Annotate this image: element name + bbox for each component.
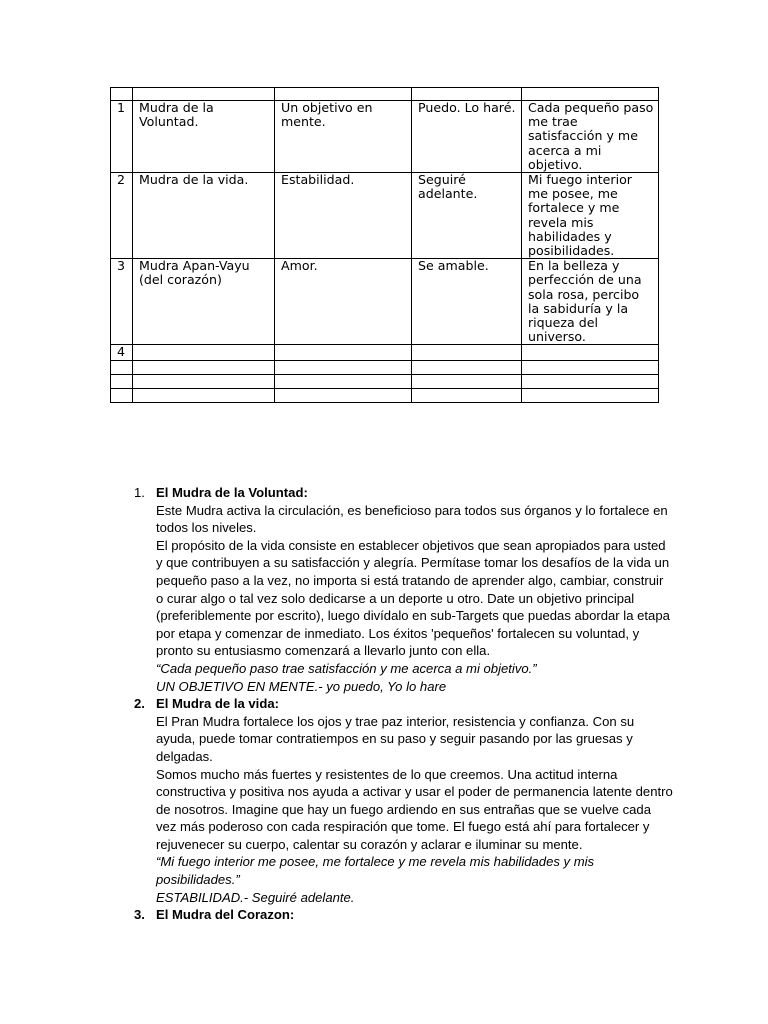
table-cell (133, 88, 275, 101)
objetivo-cell: Amor. (275, 259, 412, 345)
document-body (134, 484, 674, 924)
table-header-row (111, 88, 659, 101)
row-number: 3 (111, 259, 133, 345)
paragraph: El Pran Mudra fortalece los ojos y trae paz interior, resistencia y confianza. Con su ayuda, puede tomar contratiempos en su paso y seguir pasando por las gruesas y delgadas. (156, 713, 635, 764)
mudra-name-cell: Mudra Apan-Vayu (del corazón) (133, 259, 275, 345)
table-cell (133, 360, 275, 374)
table-cell (111, 374, 133, 388)
table-cell (522, 374, 659, 388)
mudra-list (134, 484, 674, 924)
afirmacion-cell: Se amable. (412, 259, 522, 345)
table-cell (522, 360, 659, 374)
list-item-vida (134, 695, 674, 906)
table-cell (111, 88, 133, 101)
list-marker: 3. (134, 907, 145, 923)
frase-cell (522, 345, 659, 360)
mudra-name-cell: Mudra de la vida. (133, 173, 275, 259)
objetivo-cell: Estabilidad. (275, 173, 412, 259)
table-cell (275, 388, 412, 402)
section-title: El Mudra de la Voluntad: (156, 485, 308, 500)
table-cell (412, 360, 522, 374)
frase-cell: Cada pequeño paso me trae satisfacción y me acerca a mi objetivo. (522, 101, 659, 173)
table-cell (522, 88, 659, 101)
paragraph: Somos mucho más fuertes y resistentes de lo que creemos. Una actitud interna constructiva y positiva nos ayuda a activar y usar el poder de permanencia latente dentro de nosotros. Imagine que hay un fuego ardiendo en sus entrañas que se vuelve cada vez más poderoso con cada respiración que tome. El fuego está ahí para fortalecer y rejuvenecer su cuerpo, calentar su corazón y aclarar e iluminar su mente. (156, 766, 673, 852)
afirmacion-cell (412, 345, 522, 360)
table-cell (412, 374, 522, 388)
list-item-voluntad (134, 484, 674, 695)
table-cell (522, 388, 659, 402)
mudra-name-cell: Mudra de la Voluntad. (133, 101, 275, 173)
mudra-table (110, 87, 659, 403)
section-title: El Mudra de la vida: (156, 696, 279, 712)
table-cell (133, 374, 275, 388)
list-marker: 2. (134, 696, 145, 712)
afirmacion-cell: Puedo. Lo haré. (412, 101, 522, 173)
table-cell (275, 360, 412, 374)
frase-cell: En la belleza y perfección de una sola rosa, percibo la sabiduría y la riqueza del universo. (522, 259, 659, 345)
row-number: 1 (111, 101, 133, 173)
table-row (111, 388, 659, 402)
paragraph: Este Mudra activa la circulación, es beneficioso para todos sus órganos y lo fortalece en todos los niveles. (156, 502, 668, 536)
table-row (111, 360, 659, 374)
table-row (111, 345, 659, 360)
table-cell (412, 388, 522, 402)
frase-cell: Mi fuego interior me posee, me fortalece y me revela mis habilidades y posibilidades. (522, 173, 659, 259)
list-item-corazon (134, 906, 674, 924)
table-row (111, 259, 659, 345)
quote: “Cada pequeño paso trae satisfacción y me acerca a mi objetivo.” (156, 660, 537, 676)
mudra-name-cell (133, 345, 275, 360)
quote: UN OBJETIVO EN MENTE.- yo puedo, Yo lo hare (156, 678, 447, 694)
list-marker: 1. (134, 485, 145, 500)
table-cell (133, 388, 275, 402)
table-row (111, 374, 659, 388)
table-row (111, 101, 659, 173)
table-cell (412, 88, 522, 101)
table-cell (275, 374, 412, 388)
table-cell (275, 88, 412, 101)
quote: ESTABILIDAD.- Seguiré adelante. (156, 889, 355, 905)
section-title: El Mudra del Corazon: (156, 907, 295, 923)
row-number: 2 (111, 173, 133, 259)
row-number: 4 (111, 345, 133, 360)
quote: “Mi fuego interior me posee, me fortalece y me revela mis habilidades y mis posibilidades.” (156, 854, 595, 888)
objetivo-cell (275, 345, 412, 360)
table-cell (111, 388, 133, 402)
table-cell (111, 360, 133, 374)
paragraph: El propósito de la vida consiste en establecer objetivos que sean apropiados para usted y que contribuyen a su satisfacción y alegría. Permítase tomar los desafíos de la vida un pequeño paso a la vez, no importa si está tratando de aprender algo, cambiar, construir o curar algo o tal vez solo dedicarse a un deporte u otro. Date un objetivo principal (preferiblemente por escrito), luego divídalo en sub-Targets que puedas abordar la etapa por etapa y comenzar de inmediato. Los éxitos 'pequeños' fortalecen su voluntad, y pronto su entusiasmo comenzará a llevarlo junto con ella. (156, 537, 670, 659)
objetivo-cell: Un objetivo en mente. (275, 101, 412, 173)
afirmacion-cell: Seguiré adelante. (412, 173, 522, 259)
table-row (111, 173, 659, 259)
